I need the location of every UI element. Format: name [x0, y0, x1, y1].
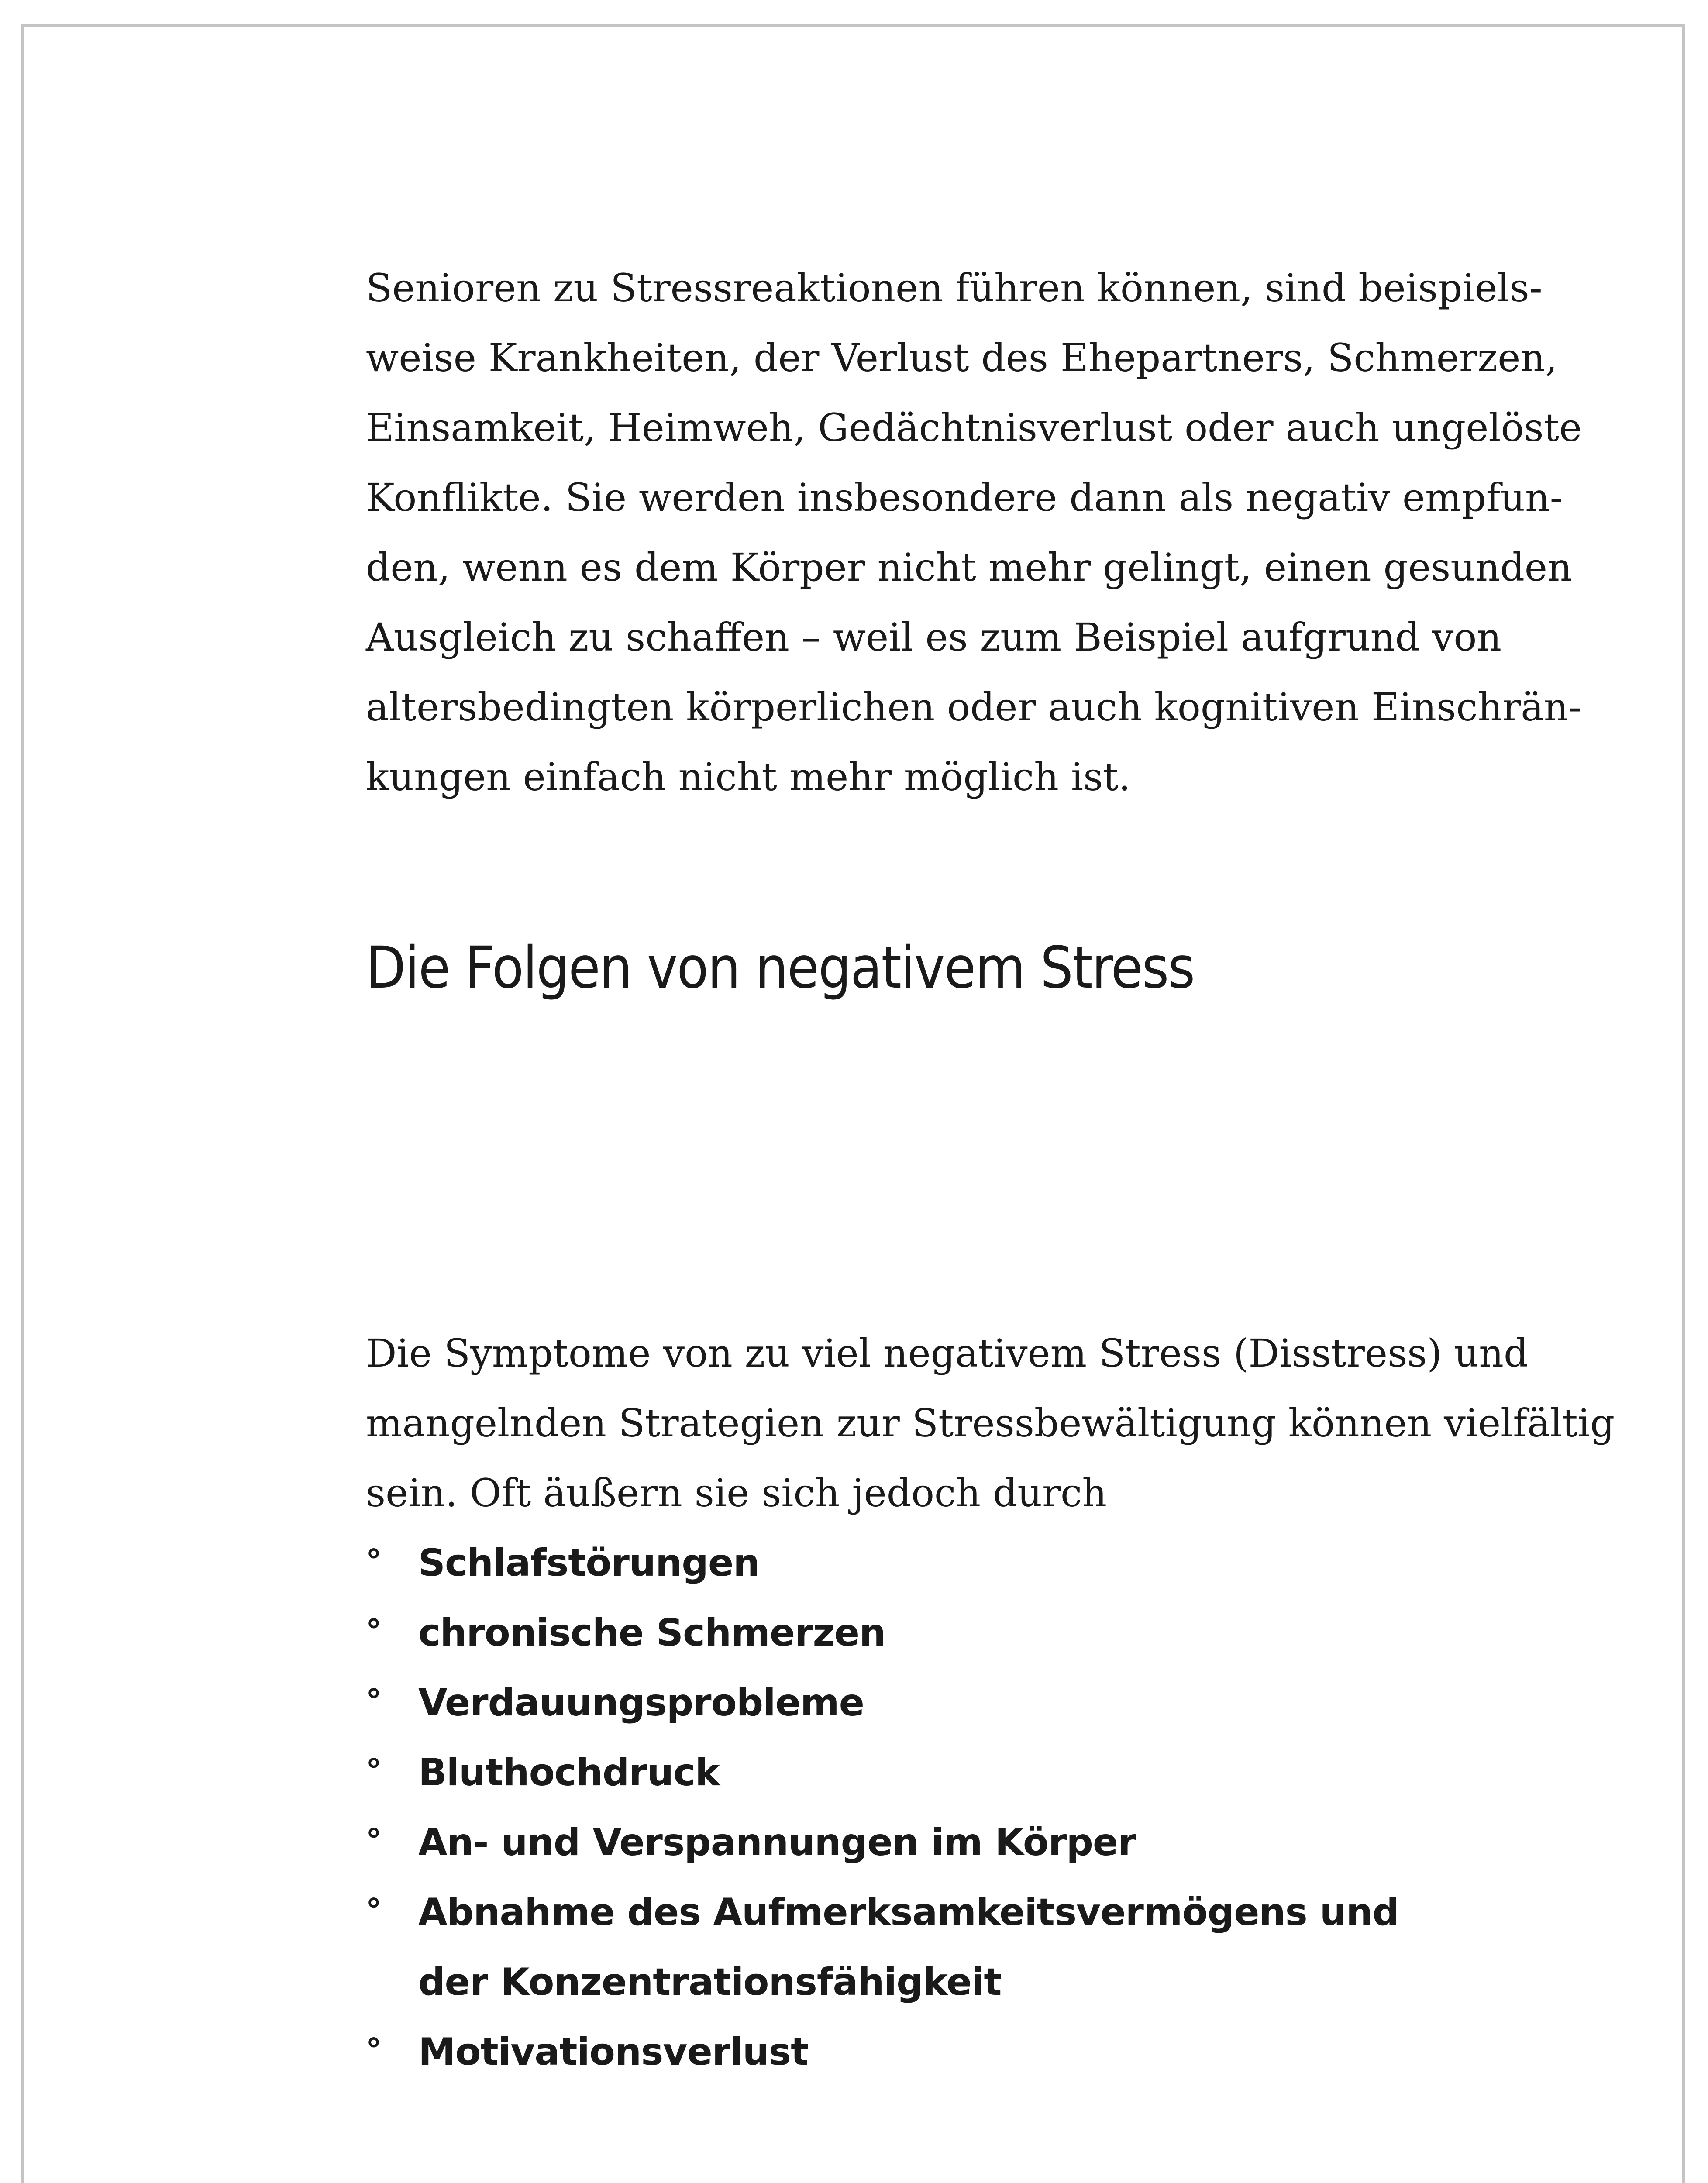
list-item-text: Bluthochdruck [418, 1751, 720, 1794]
text-line: mangelnden Strategien zur Stressbewältigung können vielfältig [366, 1401, 1615, 1446]
text-line: Senioren zu Stressreaktionen führen können, sind beispiels- [366, 265, 1543, 310]
bullet-icon: ° [366, 2031, 381, 2068]
bullet-icon: ° [366, 1752, 381, 1789]
text-line: den, wenn es dem Körper nicht mehr gelingt, einen gesunden [366, 545, 1572, 590]
list-item-text: Schlafstörungen [418, 1541, 760, 1585]
page-content [366, 253, 1615, 2074]
bullet-icon: ° [366, 1892, 381, 1928]
list-item-text: Verdauungsprobleme [418, 1681, 864, 1725]
section-heading: Die Folgen von negativem Stress [366, 934, 1195, 1002]
list-item [366, 1738, 1449, 1808]
bullet-icon: ° [366, 1822, 381, 1859]
bullet-icon: ° [366, 1612, 381, 1649]
text-line: Die Symptome von zu viel negativem Stress (Disstress) und [366, 1331, 1529, 1376]
symptom-list [366, 1528, 1449, 2087]
bullet-icon: ° [366, 1543, 381, 1579]
list-item [366, 1528, 1449, 1598]
list-item [366, 1598, 1449, 1668]
list-item [366, 2017, 1449, 2087]
list-item [366, 1877, 1449, 2017]
list-item-text: der Konzentrationsfähigkeit [418, 1960, 1002, 2004]
list-item [366, 1808, 1449, 1877]
list-item-text: Abnahme des Aufmerksamkeitsvermögens und [418, 1890, 1399, 1934]
text-line: weise Krankheiten, der Verlust des Ehepartners, Schmerzen, [366, 335, 1557, 380]
paragraph-symptoms-intro [366, 1319, 1615, 1528]
list-item-text: Motivationsverlust [418, 2030, 809, 2074]
bullet-icon: ° [366, 1682, 381, 1719]
list-item [366, 1668, 1449, 1738]
text-line: Ausgleich zu schaffen – weil es zum Beispiel aufgrund von [366, 615, 1502, 660]
text-line: kungen einfach nicht mehr möglich ist. [366, 754, 1131, 799]
text-line: Konflikte. Sie werden insbesondere dann als negativ empfun- [366, 475, 1563, 520]
text-line: Einsamkeit, Heimweh, Gedächtnisverlust oder auch ungelöste [366, 405, 1582, 450]
text-line: sein. Oft äußern sie sich jedoch durch [366, 1470, 1107, 1515]
paragraph-intro [366, 253, 1582, 812]
text-line: altersbedingten körperlichen oder auch kognitiven Einschrän- [366, 685, 1582, 730]
list-item-text: An- und Verspannungen im Körper [418, 1821, 1136, 1864]
list-item-text: chronische Schmerzen [418, 1611, 886, 1655]
